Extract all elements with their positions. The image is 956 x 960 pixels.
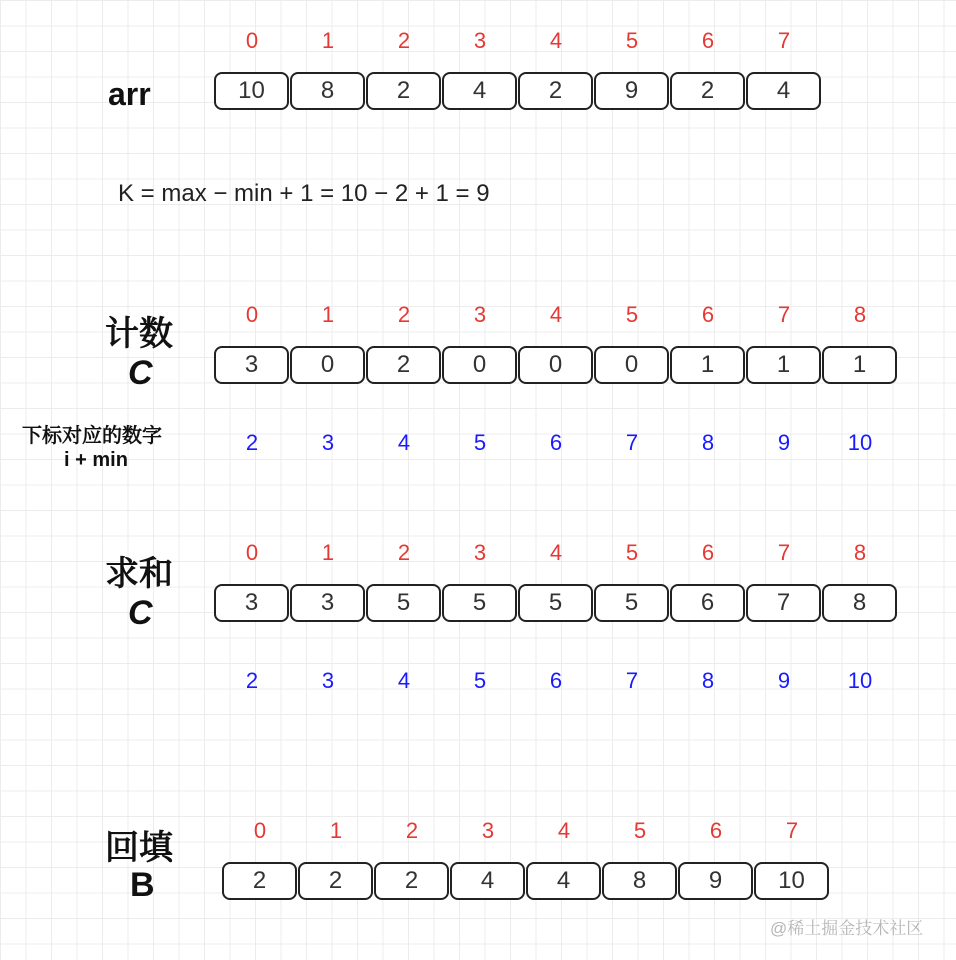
index-label: 2 — [397, 28, 411, 53]
array-cell: 3 — [290, 584, 365, 622]
array-cell: 10 — [754, 862, 829, 900]
sum-c-label: C — [128, 594, 153, 632]
index-label: 1 — [321, 28, 335, 53]
index-label: 4 — [549, 28, 563, 53]
array-cell: 8 — [290, 72, 365, 110]
index-label: 6 — [701, 540, 715, 565]
mapped-number: 3 — [321, 430, 335, 455]
sum-array — [214, 584, 898, 626]
array-cell: 0 — [594, 346, 669, 384]
array-cell: 2 — [518, 72, 593, 110]
array-cell: 4 — [450, 862, 525, 900]
mapped-number: 10 — [847, 668, 873, 693]
index-label: 5 — [625, 302, 639, 327]
index-label: 0 — [253, 818, 267, 843]
index-label: 2 — [397, 302, 411, 327]
array-cell: 6 — [670, 584, 745, 622]
fill-label: 回填 — [105, 829, 173, 867]
index-label: 4 — [549, 540, 563, 565]
array-cell: 3 — [214, 584, 289, 622]
index-label: 0 — [245, 28, 259, 53]
index-label: 7 — [785, 818, 799, 843]
index-label: 3 — [473, 28, 487, 53]
array-cell: 9 — [594, 72, 669, 110]
array-cell: 4 — [442, 72, 517, 110]
mapped-number: 5 — [473, 430, 487, 455]
mapped-formula-label: i + min — [64, 449, 128, 471]
index-label: 6 — [709, 818, 723, 843]
array-cell: 4 — [746, 72, 821, 110]
index-label: 7 — [777, 28, 791, 53]
array-cell: 5 — [442, 584, 517, 622]
array-cell: 3 — [214, 346, 289, 384]
mapped-number: 2 — [245, 668, 259, 693]
array-cell: 10 — [214, 72, 289, 110]
mapped-number: 7 — [625, 430, 639, 455]
array-cell: 4 — [526, 862, 601, 900]
array-cell: 2 — [222, 862, 297, 900]
array-cell: 7 — [746, 584, 821, 622]
mapped-number: 8 — [701, 430, 715, 455]
array-cell: 1 — [670, 346, 745, 384]
array-cell: 5 — [518, 584, 593, 622]
mapped-number: 8 — [701, 668, 715, 693]
array-cell: 5 — [594, 584, 669, 622]
index-label: 3 — [481, 818, 495, 843]
array-cell: 0 — [518, 346, 593, 384]
mapped-number-label: 下标对应的数字 — [22, 425, 162, 447]
index-label: 8 — [853, 540, 867, 565]
mapped-number: 6 — [549, 668, 563, 693]
index-label: 0 — [245, 302, 259, 327]
mapped-number: 5 — [473, 668, 487, 693]
mapped-number: 10 — [847, 430, 873, 455]
array-cell: 8 — [822, 584, 897, 622]
mapped-number: 6 — [549, 430, 563, 455]
index-label: 7 — [777, 302, 791, 327]
mapped-number: 4 — [397, 430, 411, 455]
array-cell: 5 — [366, 584, 441, 622]
array-cell: 2 — [366, 346, 441, 384]
index-label: 1 — [321, 540, 335, 565]
index-label: 4 — [549, 302, 563, 327]
index-label: 4 — [557, 818, 571, 843]
array-cell: 2 — [298, 862, 373, 900]
index-label: 2 — [405, 818, 419, 843]
mapped-number: 4 — [397, 668, 411, 693]
index-label: 7 — [777, 540, 791, 565]
array-cell: 8 — [602, 862, 677, 900]
sum-label: 求和 — [105, 555, 173, 593]
index-label: 5 — [625, 28, 639, 53]
count-c-label: C — [128, 354, 153, 392]
watermark: @稀土掘金技术社区 — [770, 919, 924, 938]
fill-array — [222, 862, 830, 904]
count-label: 计数 — [105, 315, 173, 353]
mapped-number: 2 — [245, 430, 259, 455]
index-label: 6 — [701, 28, 715, 53]
count-array — [214, 346, 898, 388]
array-cell: 2 — [670, 72, 745, 110]
mapped-number: 9 — [777, 668, 791, 693]
array-cell: 1 — [746, 346, 821, 384]
index-label: 3 — [473, 302, 487, 327]
mapped-number: 7 — [625, 668, 639, 693]
index-label: 0 — [245, 540, 259, 565]
array-cell: 2 — [366, 72, 441, 110]
k-formula: K = max − min + 1 = 10 − 2 + 1 = 9 — [118, 180, 490, 207]
index-label: 1 — [329, 818, 343, 843]
index-label: 2 — [397, 540, 411, 565]
array-cell: 9 — [678, 862, 753, 900]
index-label: 5 — [625, 540, 639, 565]
mapped-number: 3 — [321, 668, 335, 693]
fill-b-label: B — [130, 866, 155, 904]
arr-label: arr — [108, 76, 151, 112]
index-label: 5 — [633, 818, 647, 843]
array-cell: 2 — [374, 862, 449, 900]
index-label: 6 — [701, 302, 715, 327]
mapped-number: 9 — [777, 430, 791, 455]
array-cell: 1 — [822, 346, 897, 384]
index-label: 8 — [853, 302, 867, 327]
array-cell: 0 — [442, 346, 517, 384]
index-label: 3 — [473, 540, 487, 565]
index-label: 1 — [321, 302, 335, 327]
array-cell: 0 — [290, 346, 365, 384]
arr-array — [214, 72, 822, 114]
